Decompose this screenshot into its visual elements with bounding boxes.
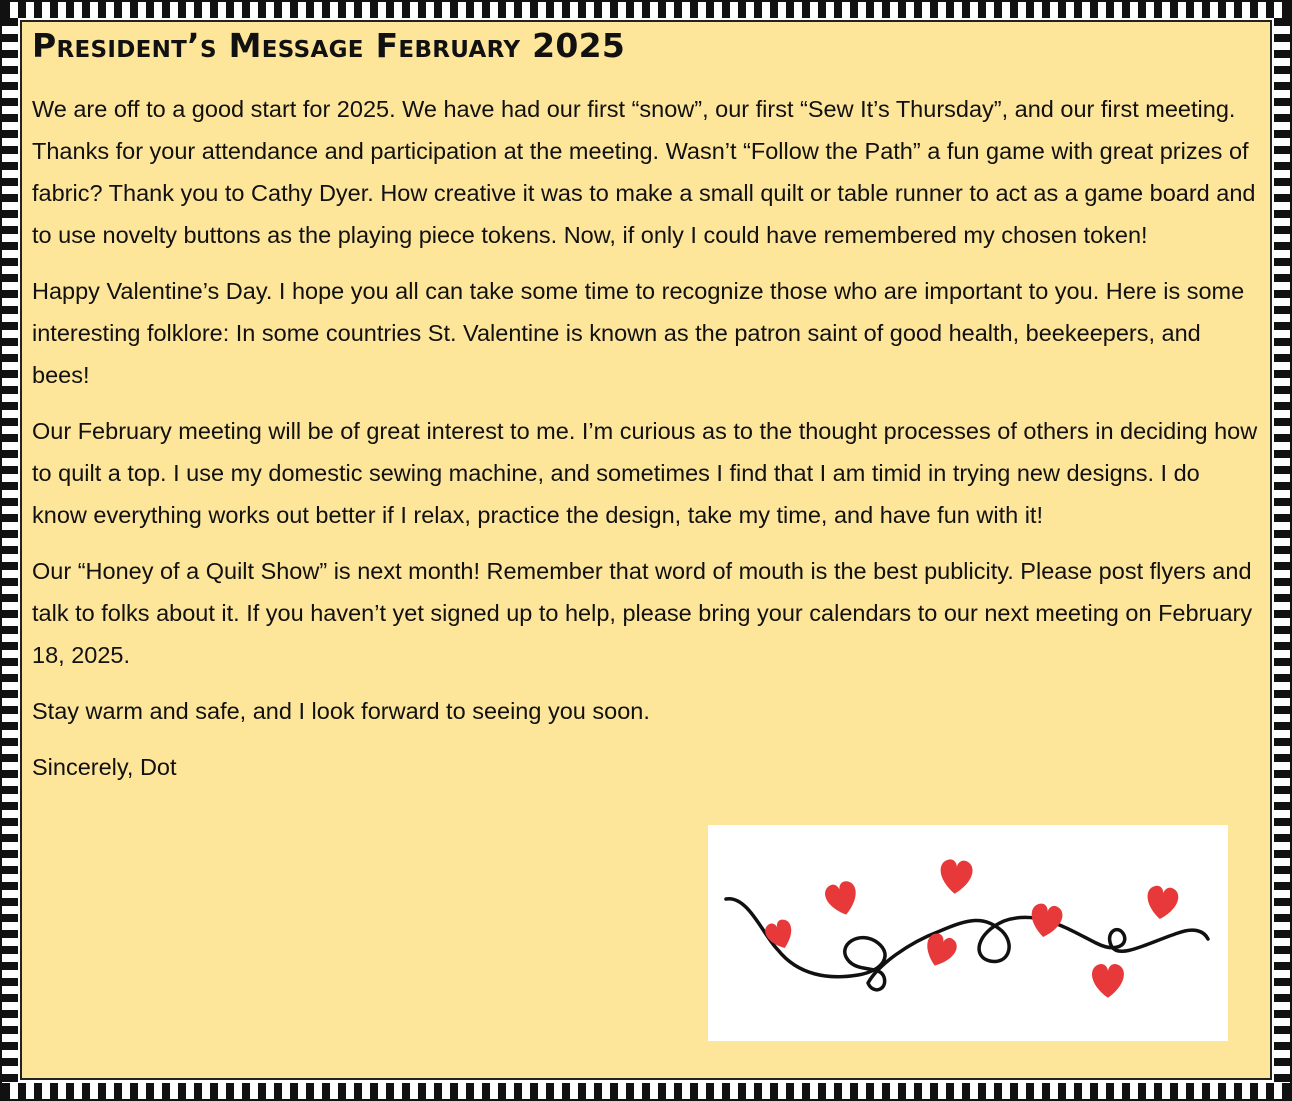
signature-line: Sincerely, Dot [32, 754, 177, 780]
paragraph-intro: We are off to a good start for 2025. We have had our first “snow”, our first “Sew It’s Thursday”, and our first meeting. Thanks for your attendance and participation at the meeting. Wasn’t “Follow the Path” a fun game with great prizes of fabric? Thank you to Cathy Dyer. How creative it was to make a small quilt or table runner to act as a game board and to use novelty buttons as the playing piece tokens. Now, if only I could have remembered my chosen token! [32, 96, 1256, 248]
heart-icon [823, 879, 861, 918]
paragraph-february-meeting: Our February meeting will be of great interest to me. I’m curious as to the thought processes of others in deciding how to quilt a top. I use my domestic sewing machine, and sometimes I find that I am timid in trying new designs. I do know everything works out better if I relax, practice the design, take my time, and have fun with it! [32, 418, 1258, 528]
heart-icon [1028, 902, 1064, 939]
heart-icon [1092, 964, 1124, 998]
heart-icon [763, 917, 797, 952]
heart-vine-icon [708, 825, 1228, 1041]
heart-icon [1144, 885, 1179, 922]
page-title: President’s Message February 2025 [32, 26, 626, 65]
heart-icon [939, 859, 974, 895]
paragraph-quilt-show: Our “Honey of a Quilt Show” is next month! Remember that word of mouth is the best publicity. Please post flyers and talk to folks about it. If you haven’t yet signed up to help, please bring your calendars to our next meeting on February 18, 2025. [32, 558, 1253, 668]
paragraph-valentines: Happy Valentine’s Day. I hope you all can take some time to recognize those who are important to you. Here is some interesting folklore: In some countries St. Valentine is known as the patron saint of good health, beekeepers, and bees! [32, 278, 1245, 388]
message-panel [20, 20, 1272, 1080]
message-body [32, 88, 1260, 802]
vine-line [726, 899, 1208, 990]
heart-vine-illustration [708, 825, 1228, 1041]
paragraph-closing: Stay warm and safe, and I look forward to seeing you soon. [32, 698, 650, 724]
